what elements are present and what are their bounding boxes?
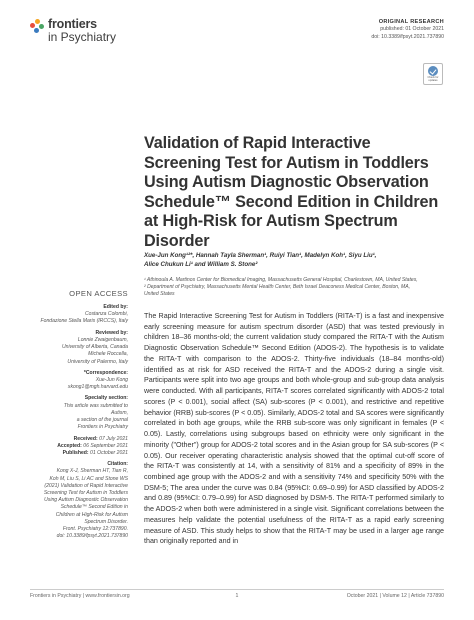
abstract-text: The Rapid Interactive Screening Test for Autism in Toddlers (RITA-T) is a fast and inexpensive early screening measure for autism spectrum disorder (ASD) that was tested previously in children 18–36 months-old; the current validation study compared the RITA-T with the Autism Diagnostic Observation Schedule™ Second Edition (ADOS-2). The hypothesis is to validate the RITA-T with comparison to the ADOS-2. Thirty-five individuals (18–84 months-old) identified as at risk for ASD received the RITA-T and the ADOS-2 during a single visit. Participants were split into two age groups and both whole-group and sub-group data analysis were conducted. With all participants, RITA-T scores correlated significantly with ADOS-2 total scores (P < 0.001), social affect (SA) sub-scores (P < 0.001), and restrictive and repetitive behavior (RRB) sub-scores (P < 0.05). Similarly, ADOS-2 total and SA scores were significantly correlated in both age groups, while the RRB sub-score was only significant in females (P < 0.05). Lastly, correlations using subgroups based on ethnicity were only significant in the minority ("Other") group for ADOS-2 total scores and in the Asian group for SA sub-scores (P < 0.05). Our receiver operating characteristic analysis showed that the optimal cut-off score of the RITA-T was consistently at 14, with a sensitivity of 81% and a specificity of 89% in the combined age group with the ADOS-2 and with a sensitivity 74% and specificity 50% with the DSM-5; The area under the curve was 0.84 (95%CI: 0.69–0.99) for ASD classified by ADOS-2 and 0.89 (95%CI: 0.79–0.99) for ASD diagnosed by DSM-5. The RITA-T performed similarly to the ADOS-2 when both were administered in a single visit. Significant correlations between the measures help validate the potential usefulness of the RITA-T as a rapid early screening measure of ASD. This study helps to show that the RITA-T may be used in a larger age range than originally reported and in — [144, 312, 444, 546]
citation-line: (2021) Validation of Rapid Interactive — [44, 482, 128, 489]
article-title: Validation of Rapid Interactive Screening Test for Autism in Toddlers Using Autism Diagnostic Observation Schedule™ Second Edition in Children at High-Risk for Autism Spectrum Disorder — [144, 134, 439, 250]
page-number: 1 — [235, 593, 239, 599]
specialty-section-label: Specialty section: — [84, 395, 128, 402]
section-line: a section of the journal — [76, 417, 128, 424]
author-list — [144, 251, 444, 270]
received-date: 07 July 2021 — [99, 435, 128, 442]
section-line: Autism, — [111, 409, 128, 416]
reviewer-affiliation: University of Alberta, Canada — [61, 344, 128, 351]
authors-line[interactable]: Xue-Jun Kong¹²*, Hannah Tayla Sherman¹, Ruiyi Tian¹, Madelyn Koh¹, Siyu Liu¹, — [144, 252, 377, 259]
editor-affiliation: Fondazione Stella Maris (IRCCS), Italy — [40, 318, 128, 325]
article-meta — [371, 18, 444, 41]
page-footer — [30, 589, 444, 599]
accepted-date: 06 September 2021 — [83, 442, 128, 449]
reviewer-affiliation: University of Palermo, Italy — [67, 358, 128, 365]
published-date-side: 01 October 2021 — [90, 449, 128, 456]
section-line: This article was submitted to — [63, 402, 128, 409]
citation-label: Citation: — [107, 461, 128, 468]
citation-line: Koh M, Liu S, Li AC and Stone WS — [49, 475, 128, 482]
open-access-label: OPEN ACCESS — [69, 289, 128, 298]
affiliation-line: ¹ Athinoula A. Martinos Center for Biomedical Imaging, Massachusetts General Hospital, Charlestown, MA, United States, — [144, 277, 418, 283]
journal-subname: in Psychiatry — [48, 30, 117, 45]
citation-line: Front. Psychiatry 12:737890. — [62, 526, 128, 533]
citation-doi[interactable]: doi: 10.3389/fpsyt.2021.737890 — [56, 533, 128, 540]
journal-name: frontiers — [48, 17, 97, 31]
reviewer-name: Michele Roccella, — [88, 351, 128, 358]
reviewer-name: Lonnie Zwaigenbaum, — [77, 336, 128, 343]
authors-line[interactable]: Alice Chukun Li¹ and William S. Stone² — [144, 261, 258, 269]
badge-label: Check for updates — [427, 75, 439, 82]
published-date: published: 01 October 2021 — [380, 26, 444, 33]
journal-logo — [30, 18, 116, 44]
correspondence-label: *Correspondence: — [83, 369, 128, 376]
received-row — [20, 436, 128, 443]
editor-name: Costanza Colombi, — [84, 311, 128, 318]
citation-line: Spectrum Disorder. — [84, 518, 128, 525]
section-line: Frontiers in Psychiatry — [77, 424, 128, 431]
correspondence-email[interactable]: xkong1@mgh.harvard.edu — [67, 384, 128, 391]
footer-journal[interactable]: Frontiers in Psychiatry | www.frontiersin.org — [30, 593, 130, 599]
frontiers-logo-icon — [30, 19, 44, 33]
citation-line: Schedule™ Second Edition in — [60, 504, 128, 511]
accepted-row — [20, 443, 128, 450]
published-row — [20, 450, 128, 457]
article-type: ORIGINAL RESEARCH — [378, 19, 444, 25]
check-for-updates-badge[interactable] — [423, 63, 443, 85]
accepted-label: Accepted: — [57, 442, 82, 449]
article-doi[interactable]: doi: 10.3389/fpsyt.2021.737890 — [371, 33, 444, 40]
correspondence-name: Xue-Jun Kong — [95, 376, 128, 383]
footer-issue: October 2021 | Volume 12 | Article 737890 — [346, 593, 444, 599]
received-label: Received: — [73, 435, 98, 442]
affiliation-line: United States — [144, 291, 175, 298]
edited-by-label: Edited by: — [103, 304, 128, 310]
published-label: Published: — [62, 449, 89, 456]
citation-line: Using Autism Diagnostic Observation — [44, 497, 128, 504]
affiliation-line: ² Department of Psychiatry, Massachusetts Mental Health Center, Beth Israel Deaconess Medical Center, Boston, MA, — [144, 284, 411, 291]
citation-line: Kong X-J, Sherman HT, Tian R, — [56, 468, 128, 475]
article-sidebar — [20, 304, 128, 541]
reviewed-by-label: Reviewed by: — [95, 329, 128, 336]
affiliations — [144, 277, 444, 299]
citation-line: Screening Test for Autism in Toddlers — [43, 490, 128, 497]
check-icon — [428, 66, 438, 76]
citation-line: Children at High-Risk for Autism — [55, 511, 128, 518]
